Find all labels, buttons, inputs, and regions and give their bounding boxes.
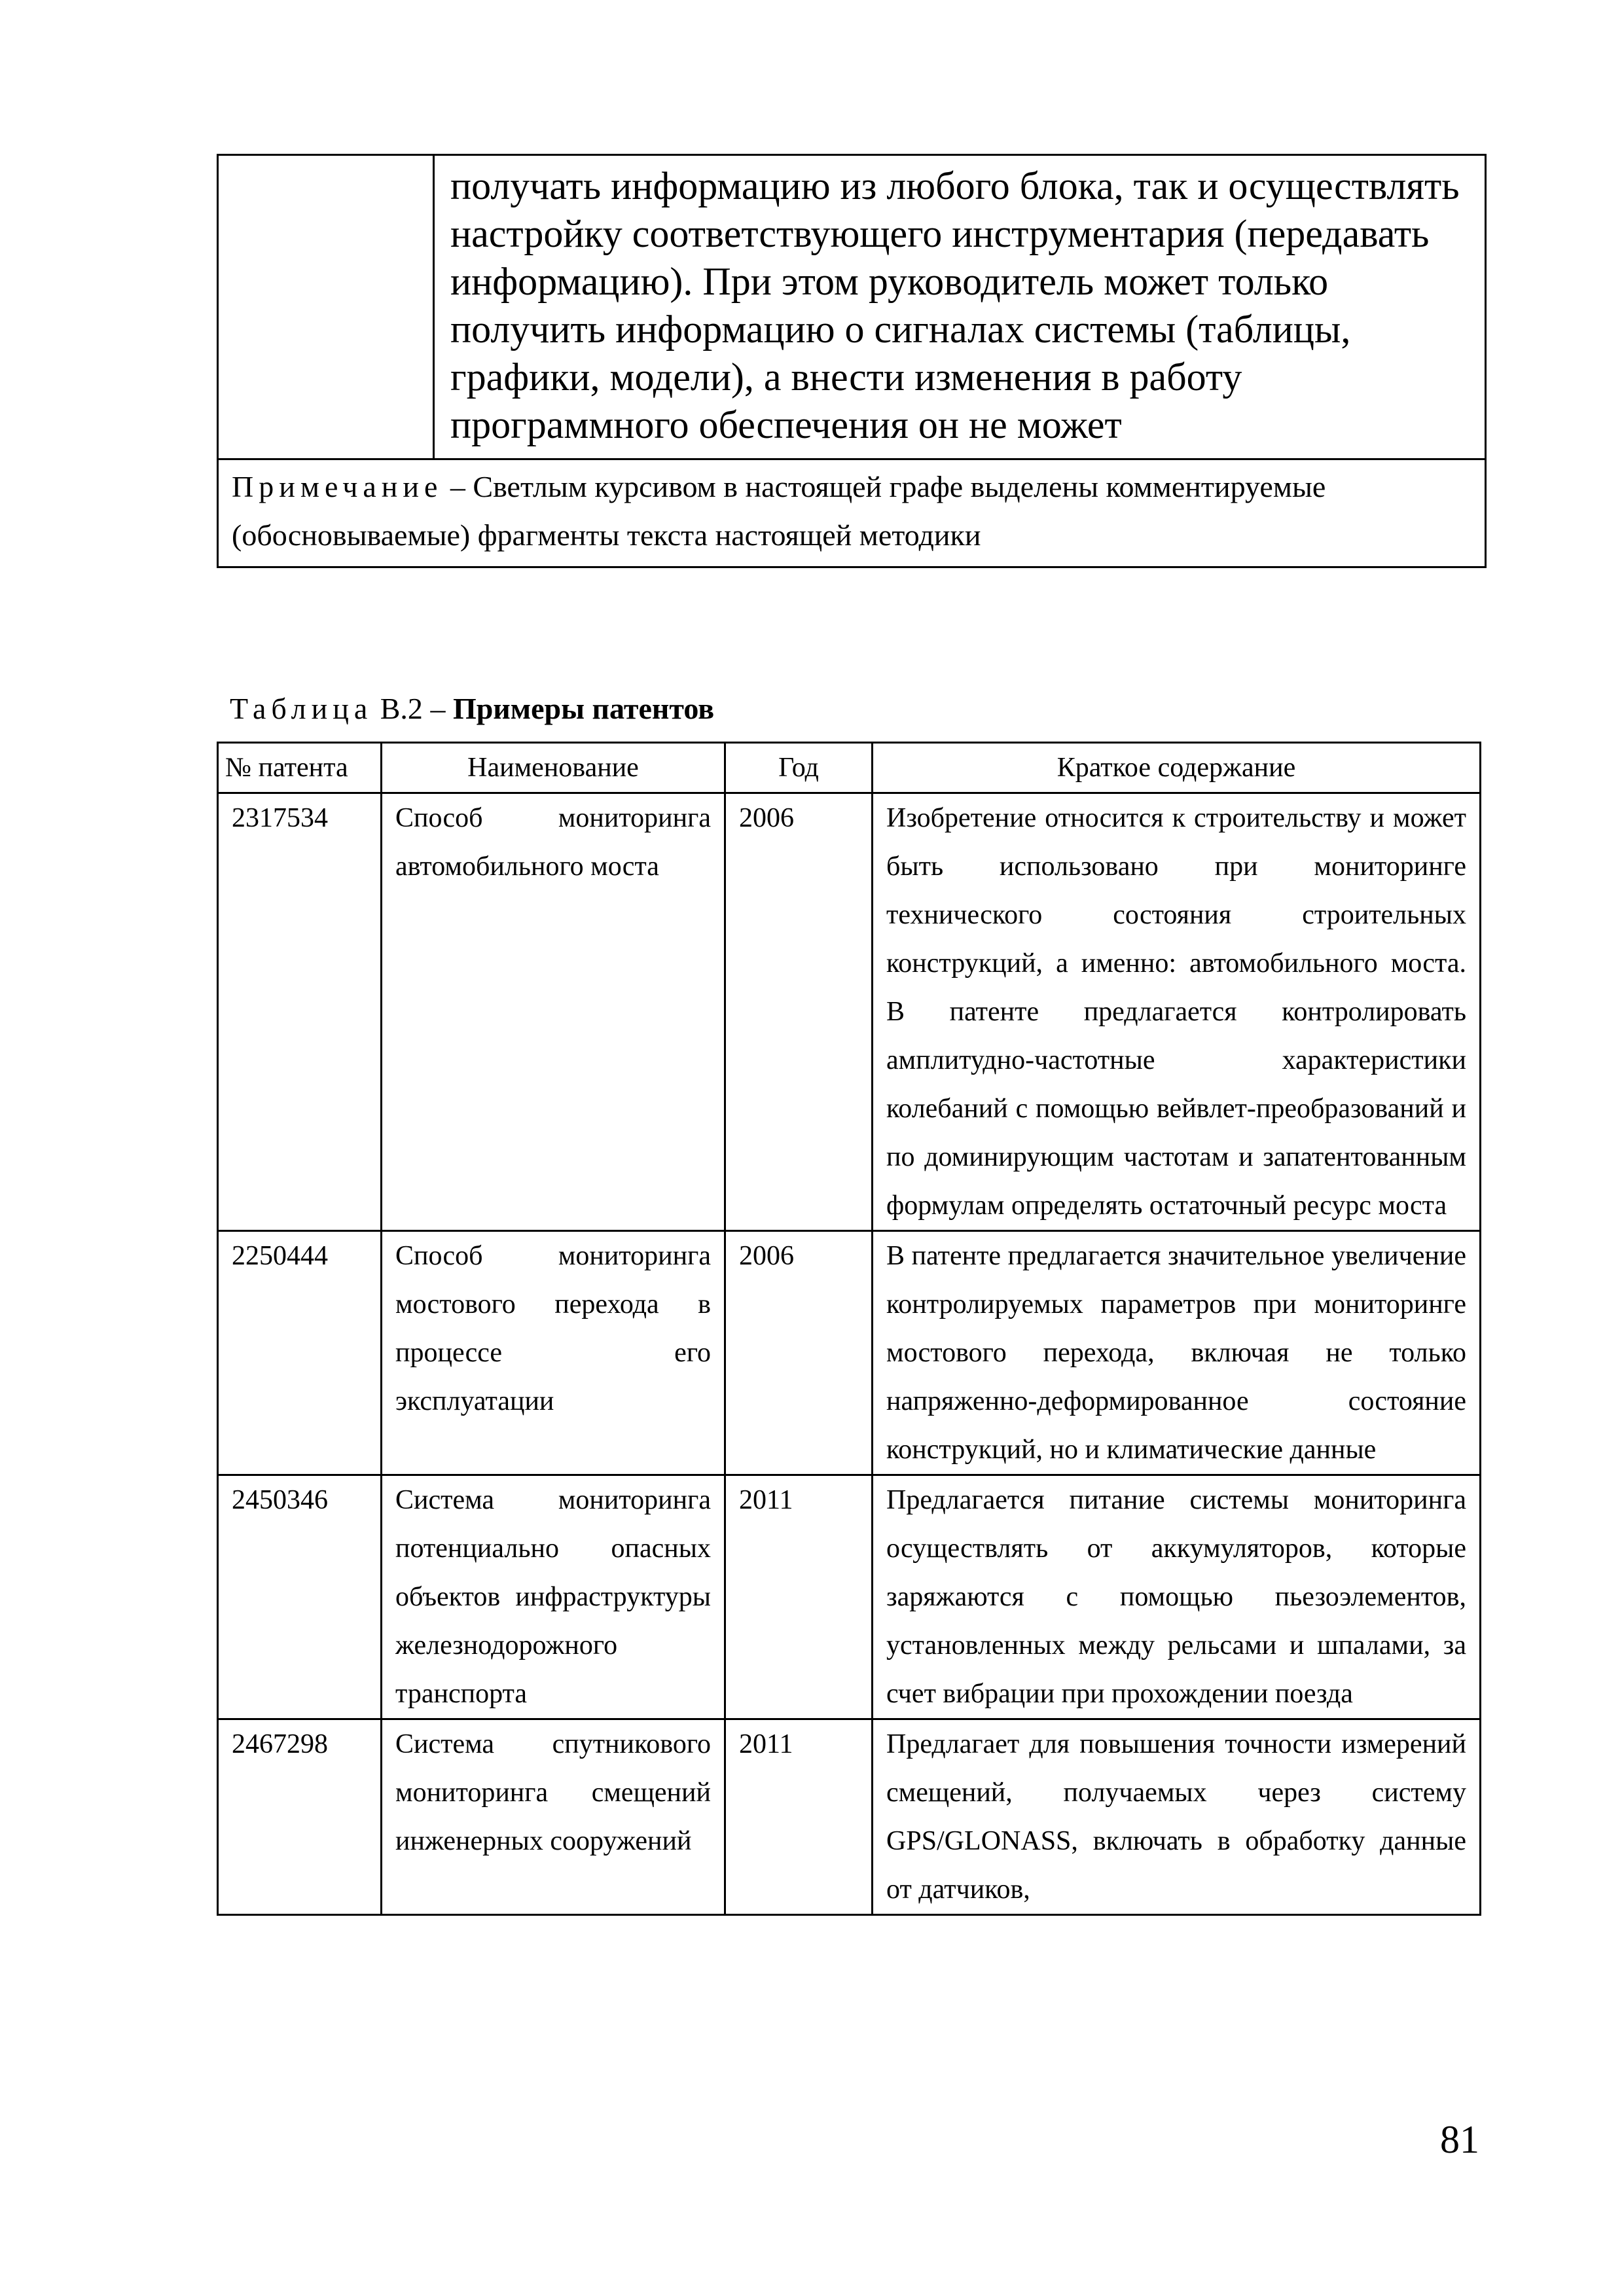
empty-cell	[218, 155, 434, 459]
patent-summary-cell: Предлагается питание системы мониторинга осуществлять от аккумуляторов, которые заряжаются с помощью пьезоэлементов, установленных между рельсами и шпалами, за счет вибрации при прохождении поезда	[873, 1475, 1481, 1719]
caption-dash: –	[430, 692, 453, 725]
caption-number: В.2	[372, 692, 431, 725]
patent-year-cell: 2006	[725, 793, 873, 1231]
table-row	[218, 1231, 1481, 1475]
note-prefix: Примечание	[232, 470, 443, 503]
patent-name-cell: Система мониторинга потенциально опасных объектов инфраструктуры железнодорожного транспорта	[382, 1475, 725, 1719]
patent-summary-cell: В патенте предлагается значительное увеличение контролируемых параметров при мониторинге мостового перехода, включая не только напряженно-деформированное состояние конструкций, но и климатические данные	[873, 1231, 1481, 1475]
header-row	[218, 743, 1481, 793]
patent-summary-cell: Предлагает для повышения точности измерений смещений, получаемых через систему GPS/GLONASS, включать в обработку данные от датчиков,	[873, 1719, 1481, 1915]
patent-name-cell: Система спутникового мониторинга смещений инженерных сооружений	[382, 1719, 725, 1915]
header-patent-number: № патента	[218, 743, 382, 793]
patent-year-cell: 2011	[725, 1719, 873, 1915]
caption-word: Таблица	[230, 692, 373, 725]
caption-title: Примеры патентов	[452, 692, 715, 725]
table-row	[218, 1475, 1481, 1719]
note-row	[218, 459, 1486, 567]
patent-number-cell: 2250444	[218, 1231, 382, 1475]
header-name: Наименование	[382, 743, 725, 793]
table-caption	[230, 689, 714, 728]
continuation-table	[217, 154, 1487, 568]
patent-summary-cell: Изобретение относится к строительству и может быть использовано при мониторинге технического состояния строительных конструкций, а именно: автомобильного моста. В патенте предлагается контролировать амплитудно-частотные характеристики колебаний с помощью вейвлет-преобразований и по доминирующим частотам и запатентованным формулам определять остаточный ресурс моста	[873, 793, 1481, 1231]
table-row	[218, 793, 1481, 1231]
header-summary: Краткое содержание	[873, 743, 1481, 793]
patent-number-cell: 2467298	[218, 1719, 382, 1915]
patent-name-cell: Способ мониторинга автомобильного моста	[382, 793, 725, 1231]
table-note	[218, 459, 1486, 567]
patent-name-cell: Способ мониторинга мостового перехода в процессе его эксплуатации	[382, 1231, 725, 1475]
patent-year-cell: 2011	[725, 1475, 873, 1719]
table-row	[218, 1719, 1481, 1915]
patent-year-cell: 2006	[725, 1231, 873, 1475]
table-row	[218, 155, 1486, 459]
continued-text: получать информацию из любого блока, так и осуществлять настройку соответствующего инструментария (передавать информацию). При этом руководитель может только получить информацию о сигналах системы (таблицы, графики, модели), а внести изменения в работу программного обеспечения он не может	[434, 155, 1486, 459]
patent-number-cell: 2317534	[218, 793, 382, 1231]
patent-number-cell: 2450346	[218, 1475, 382, 1719]
note-text: – Светлым курсивом в настоящей графе выделены комментируемые (обосновываемые) фрагменты текста настоящей методики	[232, 470, 1326, 552]
patents-table	[217, 742, 1481, 1916]
page-number: 81	[1440, 2118, 1479, 2161]
header-year: Год	[725, 743, 873, 793]
